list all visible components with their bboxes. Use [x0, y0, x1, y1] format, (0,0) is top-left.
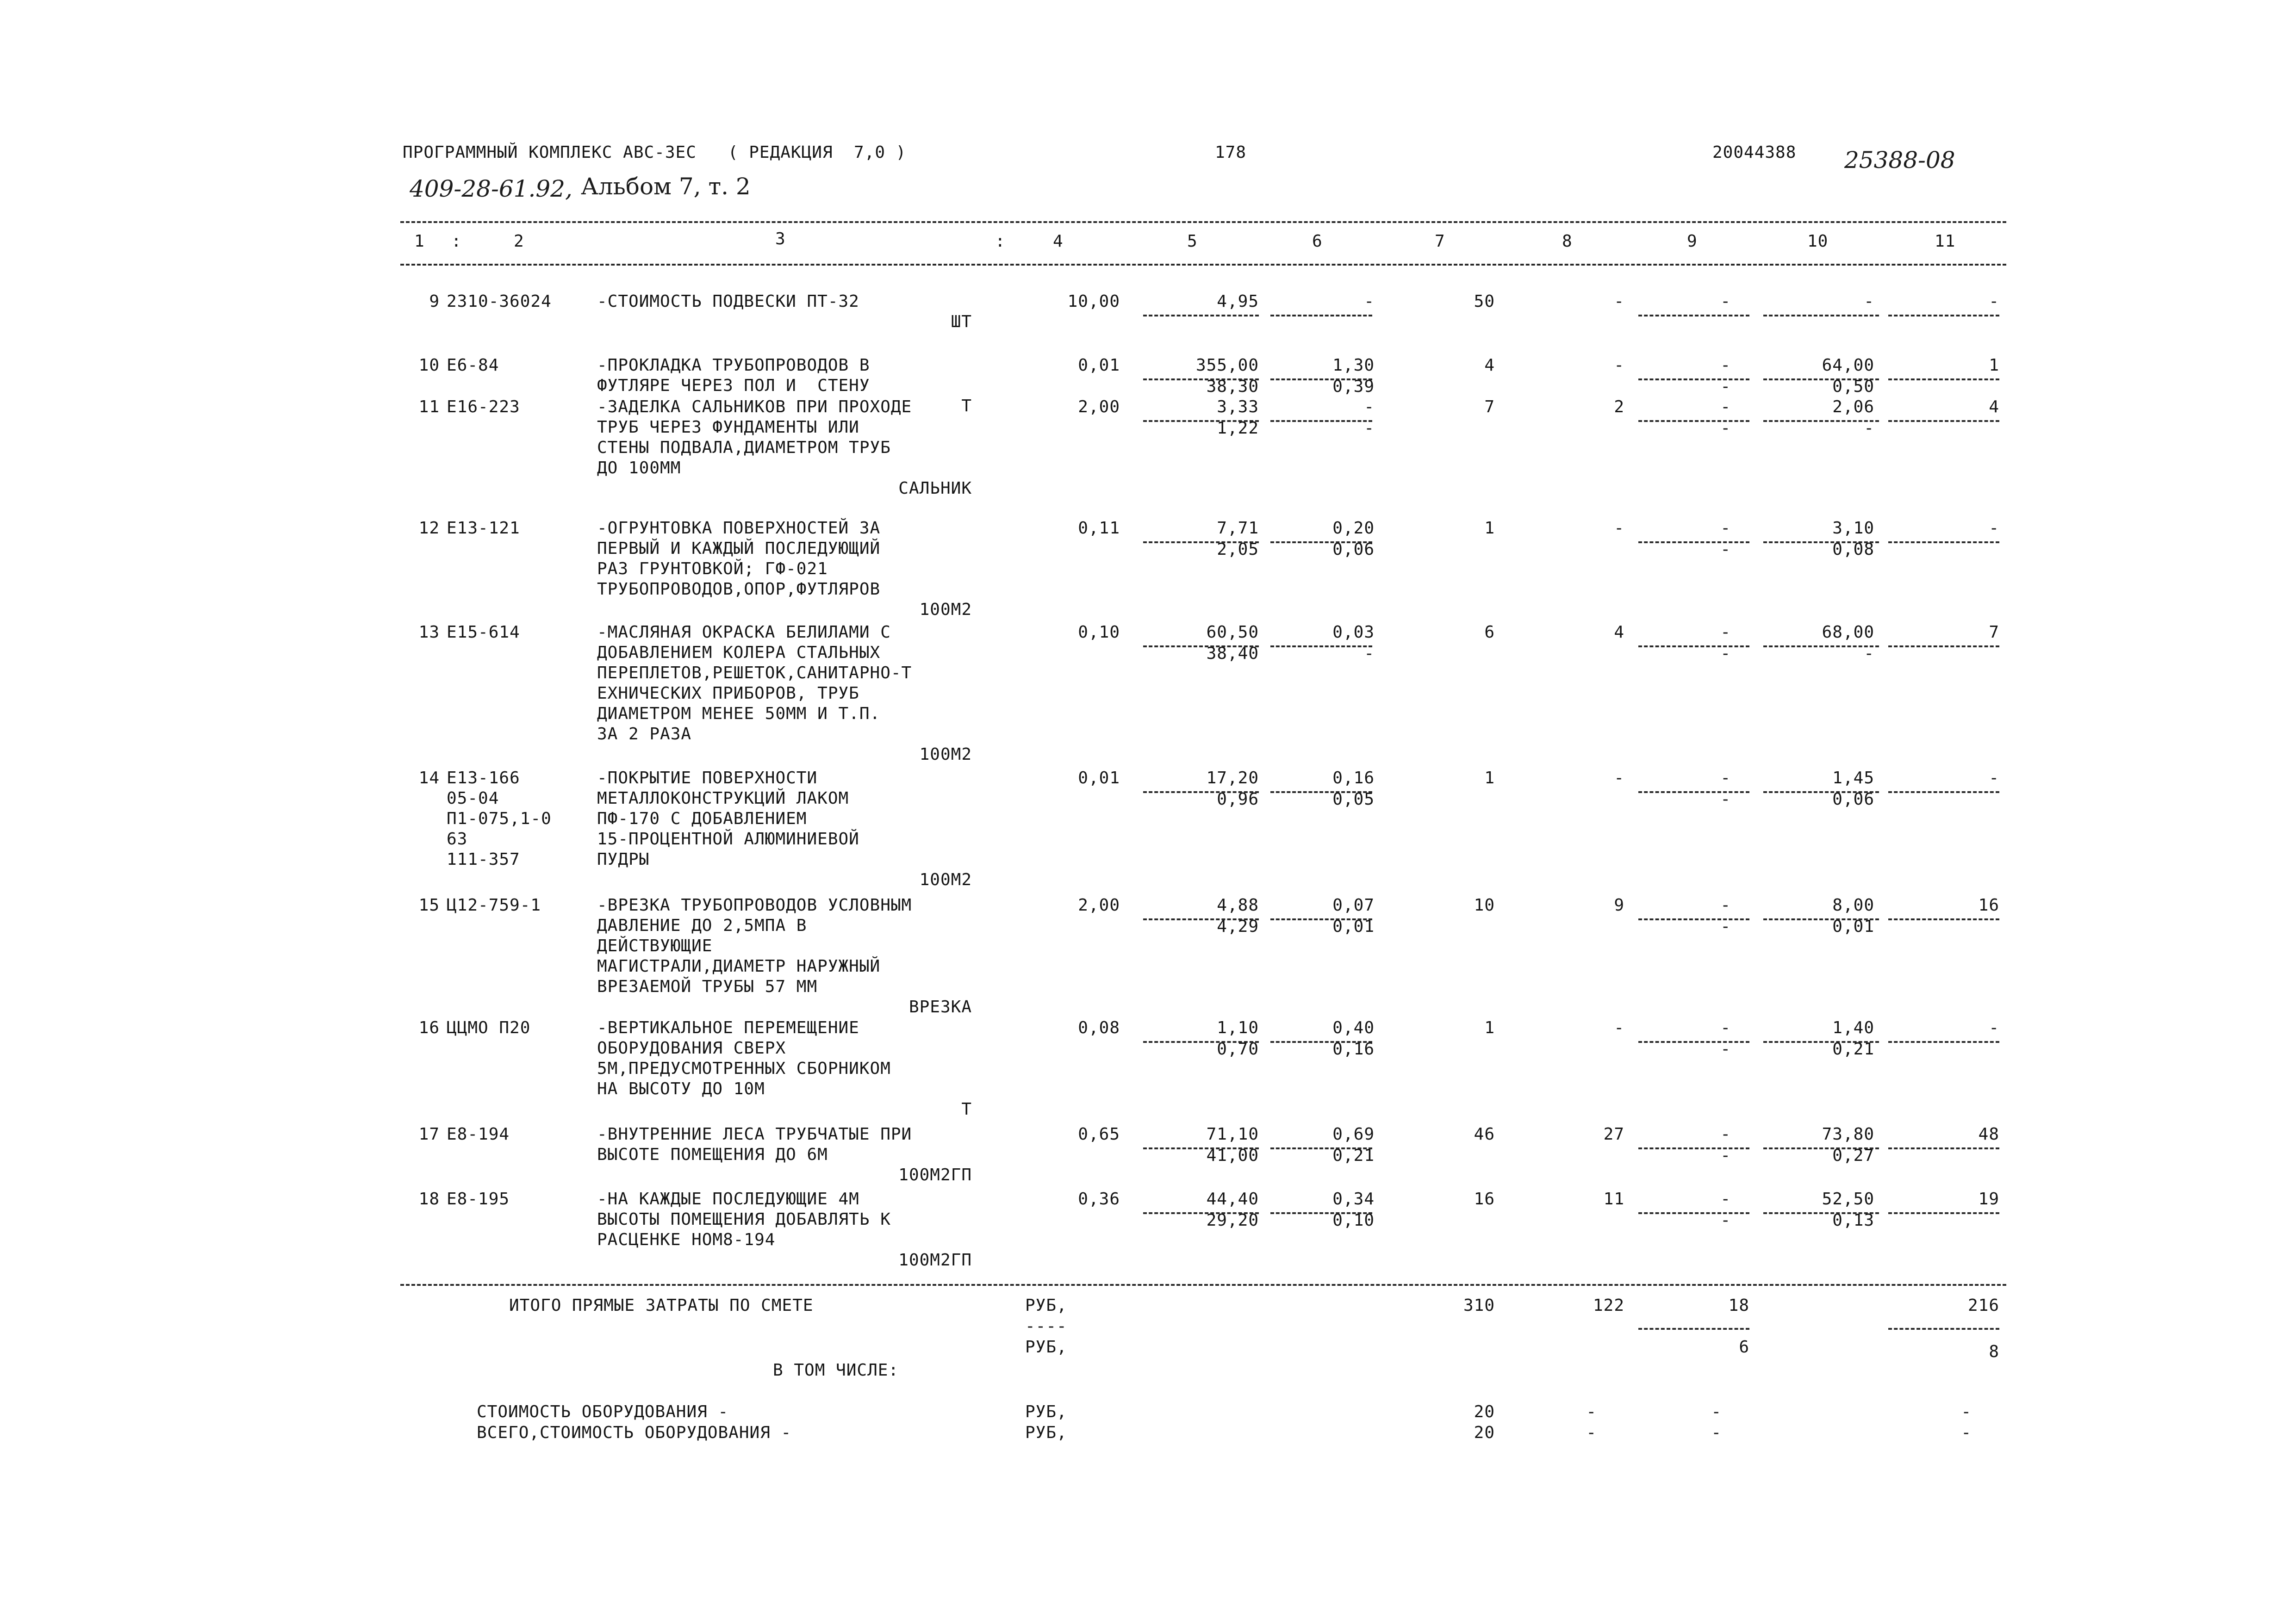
row-col5-bottom: 41,00 — [1206, 1146, 1259, 1165]
row-unit: 100М2 — [919, 745, 972, 764]
row-col9-bottom: - — [1720, 1040, 1731, 1059]
row-col7: 50 — [1474, 292, 1495, 311]
row-col6-top: 0,34 — [1332, 1190, 1375, 1209]
row-col9-top: - — [1720, 1018, 1731, 1037]
row-col11-rule — [1888, 645, 1999, 647]
row-name: -НА КАЖДЫЕ ПОСЛЕДУЮЩИЕ 4М — [597, 1190, 859, 1209]
equipment-col9: - — [1711, 1402, 1722, 1421]
handwritten-project: 409-28-61.92, — [410, 175, 572, 202]
row-col11: - — [1989, 769, 1999, 787]
row-col11: - — [1989, 519, 1999, 538]
row-col5-top: 4,88 — [1217, 896, 1259, 915]
row-col9-top: - — [1720, 623, 1731, 642]
row-col8: - — [1614, 1018, 1624, 1037]
row-col10-bottom: 0,06 — [1832, 790, 1874, 809]
row-code: П1-075,1-0 — [447, 809, 552, 828]
all-equipment-rub: РУБ, — [1025, 1423, 1067, 1442]
row-col6-bottom: 0,01 — [1332, 917, 1375, 936]
row-col7: 16 — [1474, 1190, 1495, 1209]
row-quantity: 2,00 — [1078, 397, 1120, 416]
album-label: Альбом 7, т. 2 — [581, 173, 751, 200]
row-col5-top: 4,95 — [1217, 292, 1259, 311]
row-code: 111-357 — [447, 850, 520, 869]
row-col5-bottom: 29,20 — [1206, 1211, 1259, 1230]
row-unit: 100М2ГП — [898, 1251, 972, 1270]
row-col6-top: 0,03 — [1332, 623, 1375, 642]
row-col6-top: - — [1364, 397, 1375, 416]
row-name: ФУТЛЯРЕ ЧЕРЕЗ ПОЛ И СТЕНУ — [597, 376, 870, 395]
row-unit: САЛЬНИК — [898, 479, 972, 498]
row-col6-bottom: 0,39 — [1332, 377, 1375, 396]
row-col6-bottom: - — [1364, 644, 1375, 663]
row-col5-bottom: 38,30 — [1206, 377, 1259, 396]
row-col11: 4 — [1989, 397, 1999, 416]
row-col5-top: 7,71 — [1217, 519, 1259, 538]
row-col6-bottom: 0,06 — [1332, 540, 1375, 559]
row-code: Ц12-759-1 — [447, 896, 541, 915]
row-number: 10 — [418, 356, 440, 375]
row-quantity: 0,10 — [1078, 623, 1120, 642]
row-col6-top: 0,07 — [1332, 896, 1375, 915]
row-col10-rule — [1763, 315, 1879, 316]
row-col10-top: 8,00 — [1832, 896, 1874, 915]
row-col5-bottom: 2,05 — [1217, 540, 1259, 559]
total-col7: 310 — [1463, 1296, 1495, 1315]
total-rub-dash: ---- — [1025, 1317, 1067, 1336]
row-code: Е8-194 — [447, 1125, 510, 1144]
row-col7: 4 — [1484, 356, 1495, 375]
row-col8: 11 — [1603, 1190, 1624, 1209]
col-sep: : — [451, 232, 462, 251]
row-name: -МАСЛЯНАЯ ОКРАСКА БЕЛИЛАМИ С — [597, 623, 891, 642]
row-code: 2310-36024 — [447, 292, 552, 311]
row-name: 15-ПРОЦЕНТНОЙ АЛЮМИНИЕВОЙ — [597, 830, 859, 849]
all-equipment-col7: 20 — [1474, 1423, 1495, 1442]
total-col9-b: 6 — [1739, 1338, 1749, 1357]
all-equipment-col11: - — [1961, 1423, 1972, 1442]
col-header-1: 1 — [414, 232, 425, 251]
total-rub-2: РУБ, — [1025, 1338, 1067, 1357]
row-number: 12 — [418, 519, 440, 538]
row-col6-bottom: - — [1364, 419, 1375, 438]
row-code: 63 — [447, 830, 468, 849]
row-name: РАСЦЕНКЕ НОМ8-194 — [597, 1230, 776, 1249]
row-col10-bottom: 0,27 — [1832, 1146, 1874, 1165]
col-header-9: 9 — [1687, 232, 1698, 251]
row-code: Е8-195 — [447, 1190, 510, 1209]
row-quantity: 0,36 — [1078, 1190, 1120, 1209]
row-col11-rule — [1888, 315, 1999, 316]
row-name: ПЕРВЫЙ И КАЖДЫЙ ПОСЛЕДУЮЩИЙ — [597, 539, 881, 558]
row-name: ОБОРУДОВАНИЯ СВЕРХ — [597, 1039, 786, 1058]
header-rule-bottom — [400, 264, 2006, 266]
row-name: -ВНУТРЕННИЕ ЛЕСА ТРУБЧАТЫЕ ПРИ — [597, 1125, 912, 1144]
row-col8: - — [1614, 519, 1624, 538]
row-number: 18 — [418, 1190, 440, 1209]
row-quantity: 2,00 — [1078, 896, 1120, 915]
row-col10-top: 68,00 — [1822, 623, 1874, 642]
row-col6-top: 0,40 — [1332, 1018, 1375, 1037]
row-col9-bottom: - — [1720, 540, 1731, 559]
row-col9-bottom: - — [1720, 790, 1731, 809]
row-name: ДАВЛЕНИЕ ДО 2,5МПА В — [597, 916, 807, 935]
row-col11-rule — [1888, 420, 1999, 422]
row-col6-rule — [1270, 315, 1372, 316]
including-label: В ТОМ ЧИСЛЕ: — [773, 1361, 899, 1380]
row-col9-top: - — [1720, 292, 1731, 311]
row-unit: ВРЕЗКА — [908, 998, 972, 1017]
row-col11-rule — [1888, 378, 1999, 380]
all-equipment-col8: - — [1586, 1423, 1597, 1442]
row-col10-top: 1,45 — [1832, 769, 1874, 787]
row-col5-top: 44,40 — [1206, 1190, 1259, 1209]
row-name: ВЫСОТЕ ПОМЕЩЕНИЯ ДО 6М — [597, 1145, 828, 1164]
row-col8: - — [1614, 356, 1624, 375]
row-name: ПФ-170 С ДОБАВЛЕНИЕМ — [597, 809, 807, 828]
row-name: МЕТАЛЛОКОНСТРУКЦИЙ ЛАКОМ — [597, 789, 849, 808]
row-code: Е6-84 — [447, 356, 499, 375]
row-col11: 16 — [1978, 896, 1999, 915]
col-header-3: 3 — [775, 229, 786, 248]
total-col11: 216 — [1967, 1296, 1999, 1315]
row-col11-rule — [1888, 1147, 1999, 1149]
row-col8: - — [1614, 769, 1624, 787]
total-col9: 18 — [1728, 1296, 1749, 1315]
row-col9-top: - — [1720, 1125, 1731, 1144]
row-col7: 1 — [1484, 519, 1495, 538]
row-col10-bottom: 0,01 — [1832, 917, 1874, 936]
row-col6-top: - — [1364, 292, 1375, 311]
equipment-label: СТОИМОСТЬ ОБОРУДОВАНИЯ - — [477, 1402, 729, 1421]
row-name: ЕХНИЧЕСКИХ ПРИБОРОВ, ТРУБ — [597, 684, 859, 703]
row-col5-top: 3,33 — [1217, 397, 1259, 416]
row-col6-bottom: 0,10 — [1332, 1211, 1375, 1230]
total-col11-b: 8 — [1989, 1342, 1999, 1361]
row-name: ДОБАВЛЕНИЕМ КОЛЕРА СТАЛЬНЫХ — [597, 643, 881, 662]
row-name: СТЕНЫ ПОДВАЛА,ДИАМЕТРОМ ТРУБ — [597, 438, 891, 457]
row-col8: 2 — [1614, 397, 1624, 416]
row-col6-bottom: 0,16 — [1332, 1040, 1375, 1059]
row-col6-bottom: 0,05 — [1332, 790, 1375, 809]
row-col5-top: 17,20 — [1206, 769, 1259, 787]
all-equipment-label: ВСЕГО,СТОИМОСТЬ ОБОРУДОВАНИЯ - — [477, 1423, 792, 1442]
row-col11: 1 — [1989, 356, 1999, 375]
summary-rule — [400, 1284, 2006, 1286]
row-quantity: 0,11 — [1078, 519, 1120, 538]
row-col5-bottom: 0,70 — [1217, 1040, 1259, 1059]
row-col9-top: - — [1720, 356, 1731, 375]
row-number: 16 — [418, 1018, 440, 1037]
document-code: 20044388 — [1712, 143, 1797, 162]
row-col11-rule — [1888, 791, 1999, 793]
row-col11-rule — [1888, 1212, 1999, 1214]
row-number: 9 — [429, 292, 440, 311]
row-unit: 100М2 — [919, 600, 972, 619]
row-col10-top: 1,40 — [1832, 1018, 1874, 1037]
row-col11: - — [1989, 1018, 1999, 1037]
handwritten-number: 25388-08 — [1844, 147, 1955, 174]
row-code: Е13-166 — [447, 769, 520, 787]
row-col9-top: - — [1720, 397, 1731, 416]
row-col8: - — [1614, 292, 1624, 311]
row-col5-top: 60,50 — [1206, 623, 1259, 642]
row-number: 13 — [418, 623, 440, 642]
equipment-rub: РУБ, — [1025, 1402, 1067, 1421]
row-code: Е15-614 — [447, 623, 520, 642]
row-col9-bottom: - — [1720, 1146, 1731, 1165]
col-header-4: 4 — [1053, 232, 1064, 251]
row-col11-rule — [1888, 1041, 1999, 1043]
row-name: -ВЕРТИКАЛЬНОЕ ПЕРЕМЕЩЕНИЕ — [597, 1018, 859, 1037]
row-name: РАЗ ГРУНТОВКОЙ; ГФ-021 — [597, 559, 828, 578]
row-unit: 100М2 — [919, 870, 972, 889]
program-header: ПРОГРАММНЫЙ КОМПЛЕКС АВС-3ЕС ( РЕДАКЦИЯ 7,0 ) — [403, 143, 907, 162]
row-col10-top: 64,00 — [1822, 356, 1874, 375]
row-col7: 1 — [1484, 769, 1495, 787]
row-col7: 6 — [1484, 623, 1495, 642]
row-name: ДО 100ММ — [597, 459, 681, 477]
row-col10-bottom: 0,08 — [1832, 540, 1874, 559]
total-rub: РУБ, — [1025, 1296, 1067, 1315]
row-col11: - — [1989, 292, 1999, 311]
row-code: 05-04 — [447, 789, 499, 808]
row-col6-top: 0,20 — [1332, 519, 1375, 538]
row-col11: 7 — [1989, 623, 1999, 642]
row-col11: 19 — [1978, 1190, 1999, 1209]
row-name: -СТОИМОСТЬ ПОДВЕСКИ ПТ-32 — [597, 292, 859, 311]
row-col6-top: 1,30 — [1332, 356, 1375, 375]
row-col7: 1 — [1484, 1018, 1495, 1037]
row-col10-bottom: 0,21 — [1832, 1040, 1874, 1059]
row-name: -ПОКРЫТИЕ ПОВЕРХНОСТИ — [597, 769, 818, 787]
row-col10-top: 3,10 — [1832, 519, 1874, 538]
row-quantity: 0,08 — [1078, 1018, 1120, 1037]
col-sep: : — [995, 232, 1006, 251]
row-col5-bottom: 1,22 — [1217, 419, 1259, 438]
row-col7: 7 — [1484, 397, 1495, 416]
row-col6-top: 0,16 — [1332, 769, 1375, 787]
row-col8: 4 — [1614, 623, 1624, 642]
col-header-5: 5 — [1187, 232, 1198, 251]
row-col10-top: 52,50 — [1822, 1190, 1874, 1209]
row-quantity: 0,01 — [1078, 769, 1120, 787]
row-unit: ШТ — [951, 312, 972, 331]
all-equipment-col9: - — [1711, 1423, 1722, 1442]
col-header-2: 2 — [514, 232, 524, 251]
col-header-10: 10 — [1807, 232, 1829, 251]
row-unit: Т — [961, 397, 972, 415]
row-number: 14 — [418, 769, 440, 787]
total-col11-rule — [1888, 1328, 1999, 1330]
row-name: МАГИСТРАЛИ,ДИАМЕТР НАРУЖНЫЙ — [597, 957, 881, 976]
row-col11-rule — [1888, 541, 1999, 543]
row-col7: 10 — [1474, 896, 1495, 915]
row-col9-bottom: - — [1720, 419, 1731, 438]
row-col11-rule — [1888, 918, 1999, 920]
row-quantity: 10,00 — [1067, 292, 1120, 311]
row-col10-bottom: 0,13 — [1832, 1211, 1874, 1230]
row-col5-bottom: 4,29 — [1217, 917, 1259, 936]
row-code: Е16-223 — [447, 397, 520, 416]
row-col9-bottom: - — [1720, 644, 1731, 663]
col-header-8: 8 — [1562, 232, 1573, 251]
row-col8: 9 — [1614, 896, 1624, 915]
row-col11: 48 — [1978, 1125, 1999, 1144]
row-col5-bottom: 0,96 — [1217, 790, 1259, 809]
total-label: ИТОГО ПРЯМЫЕ ЗАТРАТЫ ПО СМЕТЕ — [509, 1296, 814, 1315]
row-col5-top: 71,10 — [1206, 1125, 1259, 1144]
row-col7: 46 — [1474, 1125, 1495, 1144]
equipment-col7: 20 — [1474, 1402, 1495, 1421]
row-col5-top: 355,00 — [1195, 356, 1259, 375]
row-col5-rule — [1143, 315, 1259, 316]
row-name: ЗА 2 РАЗА — [597, 725, 692, 744]
row-name: ВРЕЗАЕМОЙ ТРУБЫ 57 ММ — [597, 977, 818, 996]
row-unit: 100М2ГП — [898, 1166, 972, 1184]
row-col9-bottom: - — [1720, 1211, 1731, 1230]
row-name: -ПРОКЛАДКА ТРУБОПРОВОДОВ В — [597, 356, 870, 375]
row-name: 5М,ПРЕДУСМОТРЕННЫХ СБОРНИКОМ — [597, 1059, 891, 1078]
row-col10-top: - — [1864, 292, 1874, 311]
row-number: 15 — [418, 896, 440, 915]
row-name: ПУДРЫ — [597, 850, 650, 869]
row-name: ДИАМЕТРОМ МЕНЕЕ 50ММ И Т.П. — [597, 704, 881, 723]
row-name: ВЫСОТЫ ПОМЕЩЕНИЯ ДОБАВЛЯТЬ К — [597, 1210, 891, 1229]
row-col8: 27 — [1603, 1125, 1624, 1144]
row-col6-top: 0,69 — [1332, 1125, 1375, 1144]
row-col9-bottom: - — [1720, 377, 1731, 396]
row-col10-bottom: - — [1864, 419, 1874, 438]
total-col8: 122 — [1593, 1296, 1624, 1315]
row-col10-top: 2,06 — [1832, 397, 1874, 416]
row-col5-bottom: 38,40 — [1206, 644, 1259, 663]
row-name: -ЗАДЕЛКА САЛЬНИКОВ ПРИ ПРОХОДЕ — [597, 397, 912, 416]
row-name: -ОГРУНТОВКА ПОВЕРХНОСТЕЙ ЗА — [597, 519, 881, 538]
row-name: ТРУБОПРОВОДОВ,ОПОР,ФУТЛЯРОВ — [597, 580, 881, 599]
col-header-6: 6 — [1312, 232, 1323, 251]
row-col5-top: 1,10 — [1217, 1018, 1259, 1037]
row-col9-top: - — [1720, 1190, 1731, 1209]
header-rule-top — [400, 221, 2006, 223]
row-quantity: 0,65 — [1078, 1125, 1120, 1144]
col-header-11: 11 — [1935, 232, 1956, 251]
row-number: 11 — [418, 397, 440, 416]
row-name: -ВРЕЗКА ТРУБОПРОВОДОВ УСЛОВНЫМ — [597, 896, 912, 915]
row-number: 17 — [418, 1125, 440, 1144]
row-col9-top: - — [1720, 896, 1731, 915]
row-unit: Т — [961, 1100, 972, 1119]
row-col6-bottom: 0,21 — [1332, 1146, 1375, 1165]
row-code: Е13-121 — [447, 519, 520, 538]
row-col10-bottom: - — [1864, 644, 1874, 663]
row-col9-top: - — [1720, 519, 1731, 538]
equipment-col8: - — [1586, 1402, 1597, 1421]
row-quantity: 0,01 — [1078, 356, 1120, 375]
row-col10-bottom: 0,50 — [1832, 377, 1874, 396]
row-name: НА ВЫСОТУ ДО 10М — [597, 1079, 765, 1098]
row-name: ПЕРЕПЛЕТОВ,РЕШЕТОК,САНИТАРНО-Т — [597, 663, 912, 682]
col-header-7: 7 — [1435, 232, 1445, 251]
row-col9-bottom: - — [1720, 917, 1731, 936]
row-code: ЦЦМО П20 — [447, 1018, 531, 1037]
total-col9-rule — [1638, 1328, 1749, 1330]
page-number: 178 — [1215, 143, 1247, 162]
row-col10-top: 73,80 — [1822, 1125, 1874, 1144]
row-name: ДЕЙСТВУЮЩИЕ — [597, 936, 713, 955]
equipment-col11: - — [1961, 1402, 1972, 1421]
row-col9-top: - — [1720, 769, 1731, 787]
row-col9-rule — [1638, 315, 1749, 316]
row-name: ТРУБ ЧЕРЕЗ ФУНДАМЕНТЫ ИЛИ — [597, 418, 859, 437]
